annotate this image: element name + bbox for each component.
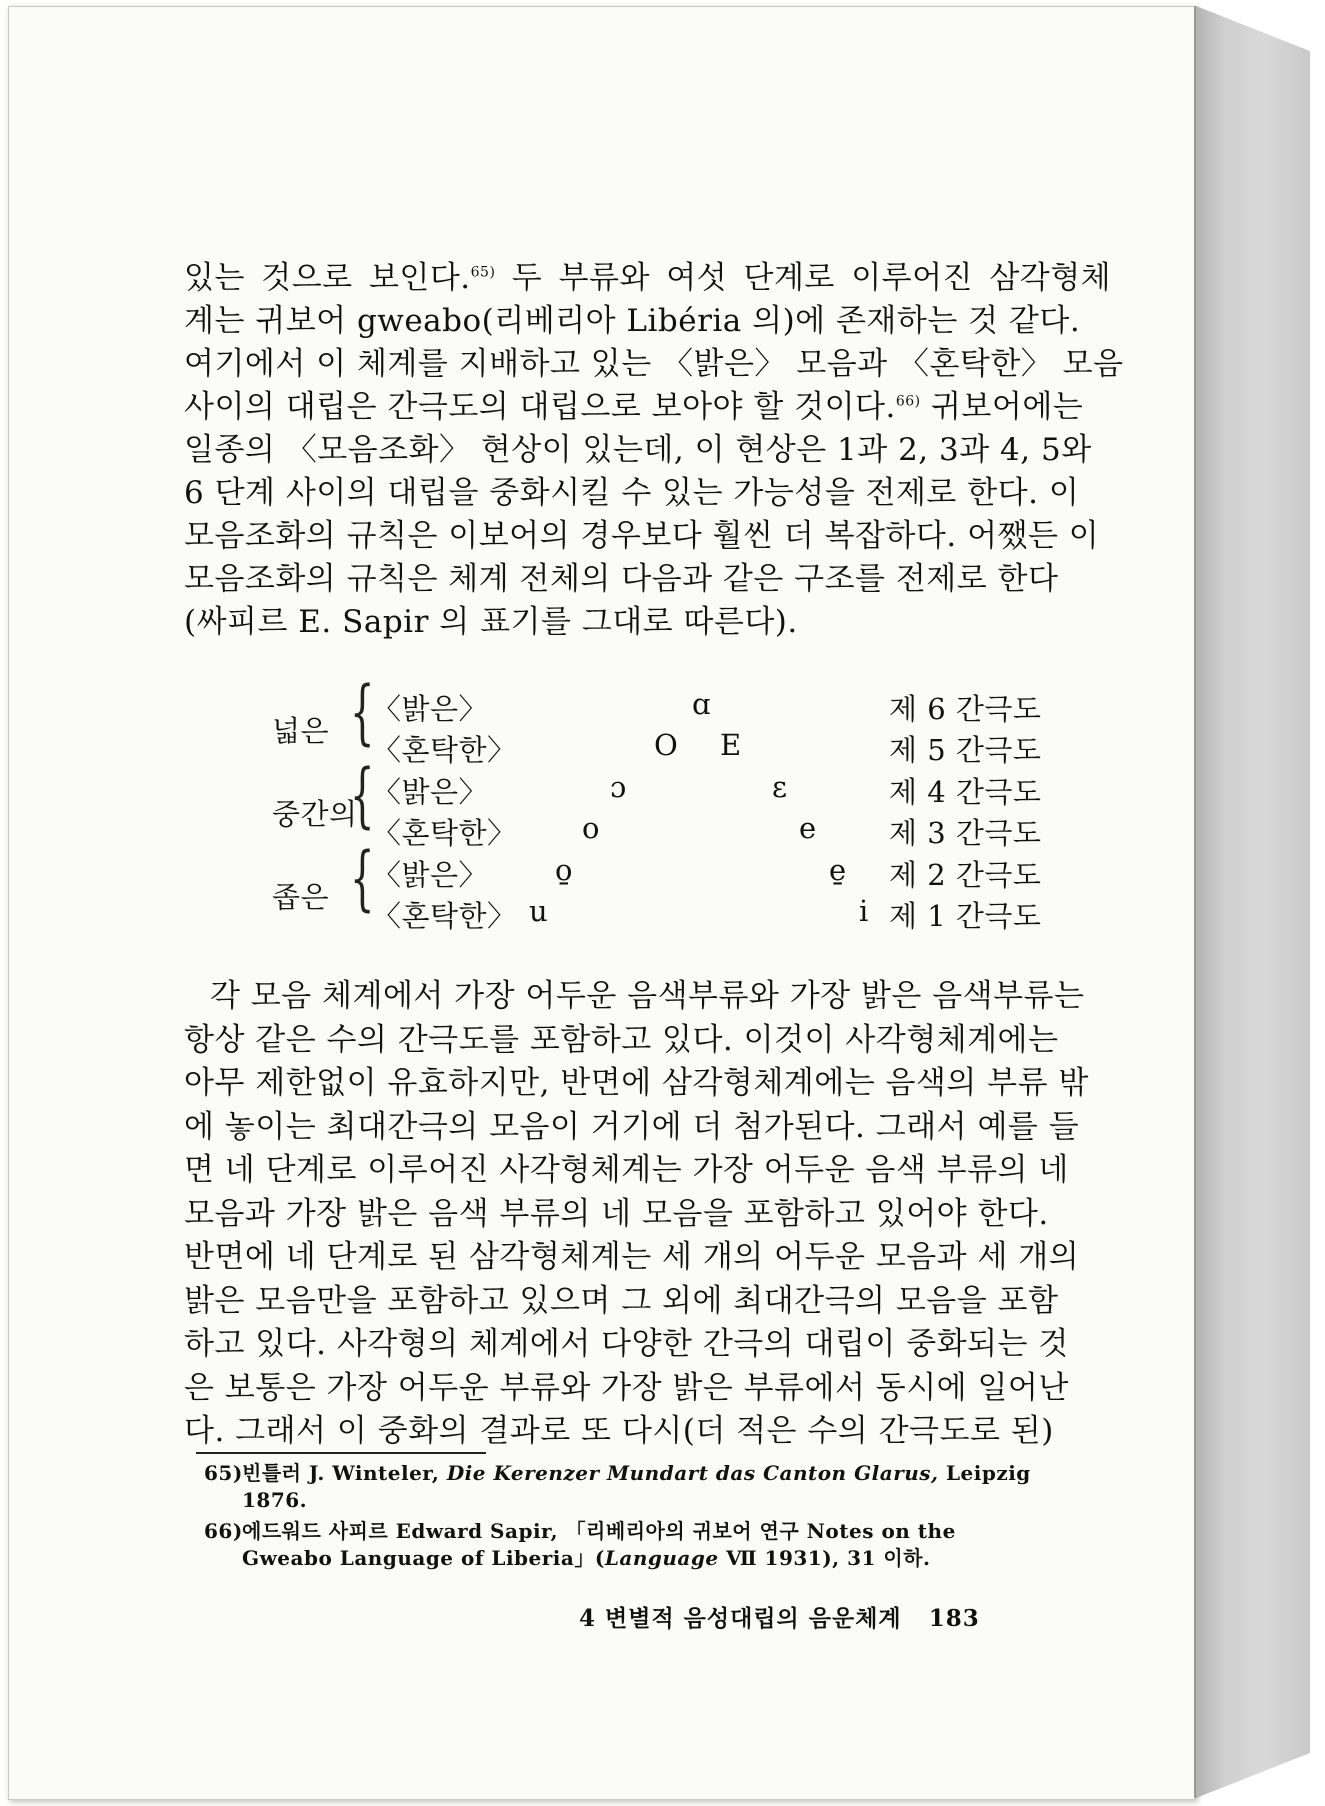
quality-label: 〈혼탁한〉 [372, 899, 517, 933]
paragraph-1 [184, 257, 1124, 644]
vowel-row [372, 894, 517, 935]
vowel: e̱ [829, 853, 847, 887]
footnote [204, 1460, 1034, 1514]
group-label: 넓은 [272, 714, 330, 748]
text-line: 아무 제한없이 유효하지만, 반면에 삼각형체계에는 음색의 부류 밖 [184, 1065, 1089, 1101]
footnote-rest: Ⅶ 1931), 31 이하. [726, 1546, 931, 1570]
degree-label: 제 4 간극도 [889, 775, 1042, 809]
book-spine-edge [1196, 6, 1310, 1798]
footnote-journal: Language [604, 1546, 719, 1570]
quality-label: 〈밝은〉 [372, 858, 489, 892]
text-line: (싸피르 E. Sapir 의 표기를 그대로 따른다). [184, 604, 798, 640]
text-line: 모음조화의 규칙은 체계 전체의 다음과 같은 구조를 전제로 한다 [184, 561, 1059, 597]
brace: { [350, 671, 375, 753]
text-line: 다. 그래서 이 중화의 결과로 또 다시(더 적은 수의 간극도로 된) [184, 1413, 1054, 1449]
vowel: u [529, 894, 549, 928]
degree-label: 제 2 간극도 [889, 858, 1042, 892]
degree-label: 제 3 간극도 [889, 816, 1042, 850]
brace: { [350, 754, 375, 836]
vowel: ɛ [772, 770, 788, 804]
quality-label: 〈혼탁한〉 [372, 733, 517, 767]
text-line: 계는 귀보어 gweabo(리베리아 Libéria 의)에 존재하는 것 같다. [184, 303, 1081, 339]
footnote-title: 「리베리아의 귀보어 연구 Notes on the Gweabo Language of Liberia」( [242, 1519, 956, 1570]
text-line: 밝은 모음만을 포함하고 있으며 그 외에 최대간극의 모음을 포함 [184, 1282, 1059, 1319]
text-line: 있는 것으로 보인다.$^{65)}$ 두 부류와 여섯 단계로 이루어진 삼각형체 [184, 260, 1112, 296]
page-number: 183 [928, 1605, 980, 1632]
paragraph-2 [184, 975, 1089, 1454]
text-line: 모음과 가장 밝은 음색 부류의 네 모음을 포함하고 있어야 한다. [184, 1195, 1049, 1232]
vowel: O [654, 728, 679, 762]
degree-label: 제 1 간극도 [889, 899, 1042, 933]
page-footer [579, 1600, 980, 1633]
text-line: 사이의 대립은 간극도의 대립으로 보아야 할 것이다.$^{66)}$ 귀보어에는 [184, 389, 1084, 425]
vowel: o̱ [555, 853, 573, 887]
footnote-rest: Leipzig 1876. [242, 1461, 1031, 1512]
footnote-author: 빈틀러 J. Winteler, [242, 1461, 440, 1485]
group-label: 중간의 [272, 797, 358, 831]
footnote-author: 에드워드 사피르 Edward Sapir, [242, 1519, 559, 1543]
text-line: 6 단계 사이의 대립을 중화시킬 수 있는 가능성을 전제로 한다. 이 [184, 475, 1080, 511]
vowel: e [799, 811, 817, 845]
degree-label: 제 6 간극도 [889, 692, 1042, 726]
footnote [204, 1518, 1034, 1572]
vowel-row [372, 853, 488, 894]
text-line: 여기에서 이 체계를 지배하고 있는 〈밝은〉 모음과 〈혼탁한〉 모음 [184, 346, 1124, 382]
quality-label: 〈밝은〉 [372, 692, 489, 726]
footnote-ref[interactable]: 66) [895, 393, 921, 410]
vowel: E [720, 728, 742, 762]
vowel-row [372, 728, 517, 769]
book-page [8, 6, 1196, 1800]
text-line: 은 보통은 가장 어두운 부류와 가장 밝은 부류에서 동시에 일어난 [184, 1369, 1069, 1406]
vowel-table [272, 671, 1042, 947]
page-content [184, 257, 1124, 1632]
footnote-number: 65) [204, 1461, 243, 1485]
running-title: 4 변별적 음성대립의 음운체계 [579, 1605, 902, 1632]
text-line: 일종의 〈모음조화〉 현상이 있는데, 이 현상은 1과 2, 3과 4, 5와 [184, 432, 1092, 468]
vowel: o [582, 811, 600, 845]
vowel: ɑ [692, 687, 712, 721]
quality-label: 〈혼탁한〉 [372, 816, 517, 850]
vowel: ɔ [610, 770, 627, 804]
footnotes [204, 1460, 1034, 1572]
footnote-title: Die Kerenzer Mundart das Canton Glarus, [446, 1461, 939, 1485]
text-line: 모음조화의 규칙은 이보어의 경우보다 훨씬 더 복잡하다. 어쨌든 이 [184, 518, 1100, 554]
quality-label: 〈밝은〉 [372, 775, 489, 809]
text-line: 항상 같은 수의 간극도를 포함하고 있다. 이것이 사각형체계에는 [184, 1021, 1059, 1058]
footnote-ref[interactable]: 65) [470, 264, 496, 281]
footnote-number: 66) [204, 1519, 243, 1543]
vowel-row [372, 811, 517, 852]
group-label: 좁은 [272, 880, 330, 914]
vowel: i [859, 894, 869, 928]
text-line: 반면에 네 단계로 된 삼각형체계는 세 개의 어두운 모음과 세 개의 [184, 1239, 1080, 1275]
brace: { [350, 837, 375, 919]
text-line: 각 모음 체계에서 가장 어두운 음색부류와 가장 밝은 음색부류는 [210, 978, 1085, 1014]
text-line: 에 놓이는 최대간극의 모음이 거기에 더 첨가된다. 그래서 예를 들 [184, 1108, 1080, 1145]
vowel-row [372, 687, 488, 728]
vowel-row [372, 770, 488, 811]
text-line: 면 네 단계로 이루어진 사각형체계는 가장 어두운 음색 부류의 네 [184, 1152, 1069, 1188]
footnote-divider [196, 1452, 486, 1454]
degree-label: 제 5 간극도 [889, 733, 1042, 767]
text-line: 하고 있다. 사각형의 체계에서 다양한 간극의 대립이 중화되는 것 [184, 1326, 1069, 1362]
